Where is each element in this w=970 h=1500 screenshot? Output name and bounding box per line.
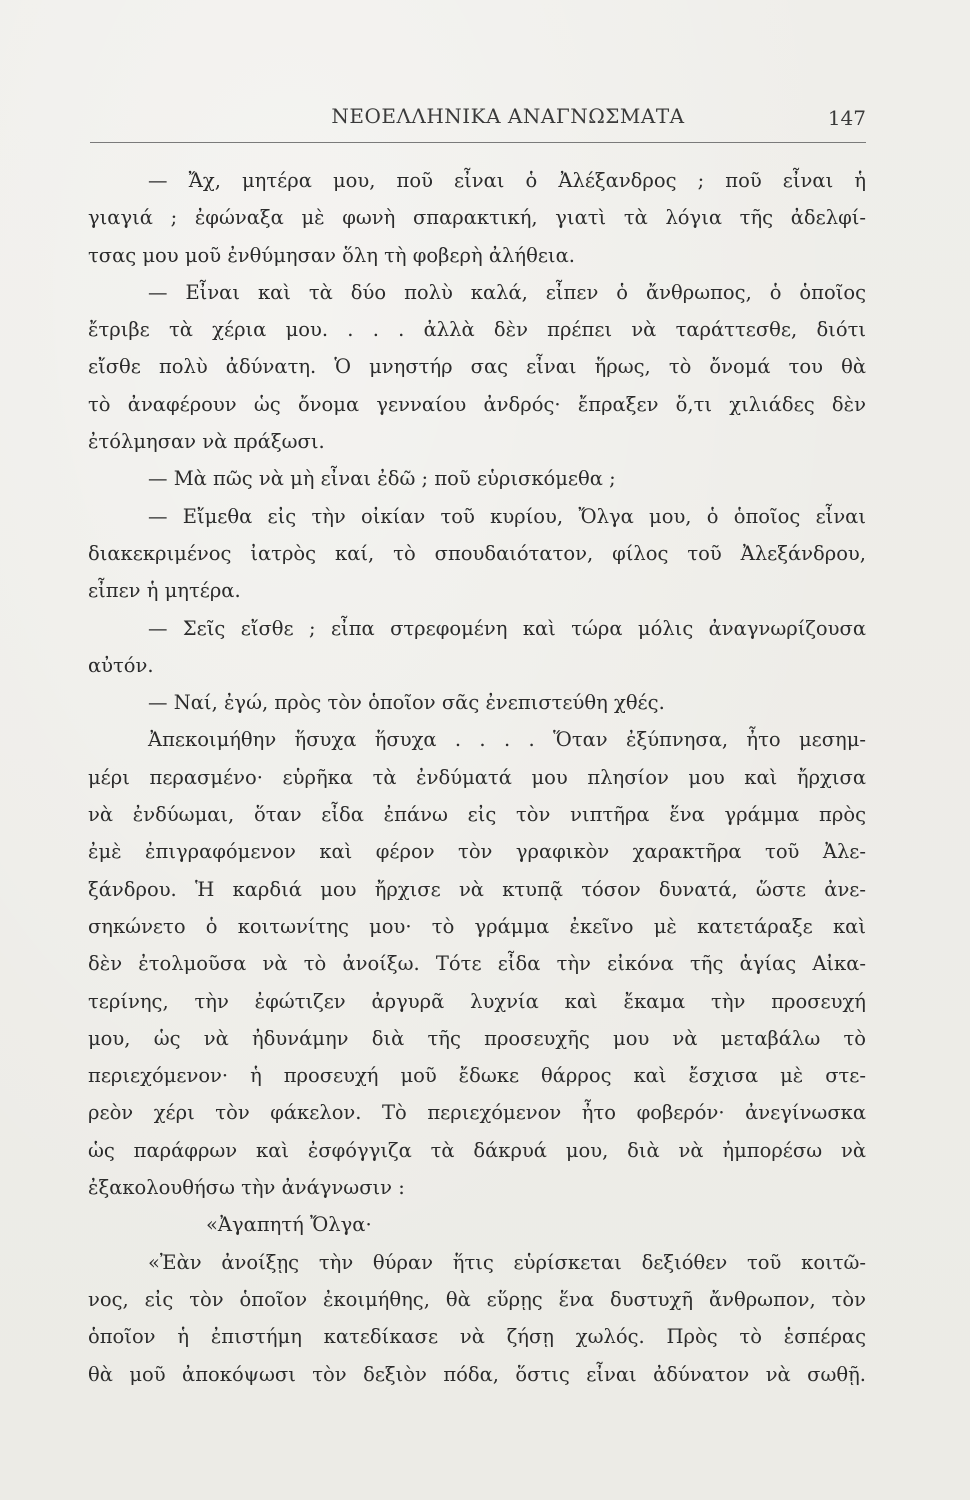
text-line: — Ναί, ἐγώ, πρὸς τὸν ὁποῖον σᾶς ἐνεπιστεύθη χθές.	[148, 691, 665, 715]
text-line: ρεὸν χέρι τὸν φάκελον. Τὸ περιεχόμενον ἦτο φοβερόν· ἀνεγίνωσκα	[88, 1101, 866, 1125]
text-line: ἐτόλμησαν νὰ πράξωσι.	[88, 430, 325, 454]
text-line: Ἀπεκοιμήθην ἥσυχα ἥσυχα . . . . Ὅταν ἐξύπνησα, ἦτο μεσημ-	[148, 728, 866, 752]
text-line: σηκώνετο ὁ κοιτωνίτης μου· τὸ γράμμα ἐκεῖνο μὲ κατετάραξε καὶ	[88, 914, 866, 938]
text-line: εἶπεν ἡ μητέρα.	[88, 579, 241, 603]
text-line: νὰ ἐνδύωμαι, ὅταν εἶδα ἐπάνω εἰς τὸν νιπτῆρα ἕνα γράμμα πρὸς	[88, 803, 866, 827]
text-line: «Ἀγαπητή Ὄλγα·	[206, 1213, 372, 1237]
text-line: μου, ὡς νὰ ἠδυνάμην διὰ τῆς προσευχῆς μου νὰ μεταβάλω τὸ	[88, 1026, 866, 1050]
text-line: ἐμὲ ἐπιγραφόμενον καὶ φέρον τὸν γραφικὸν χαρακτῆρα τοῦ Ἀλε-	[88, 840, 866, 864]
text-line: — Εἶναι καὶ τὰ δύο πολὺ καλά, εἶπεν ὁ ἄνθρωπος, ὁ ὁποῖος	[148, 280, 866, 304]
text-line: — Μὰ πῶς νὰ μὴ εἶναι ἐδῶ ; ποῦ εὑρισκόμεθα ;	[148, 467, 616, 491]
text-line: ξάνδρου. Ἡ καρδιά μου ἤρχισε νὰ κτυπᾷ τόσον δυνατά, ὥστε ἀνε-	[88, 877, 866, 901]
text-line: εἴσθε πολὺ ἀδύνατη. Ὁ μνηστήρ σας εἶναι ἥρως, τὸ ὄνομά του θὰ	[88, 355, 866, 379]
text-line: ἐξακολουθήσω τὴν ἀνάγνωσιν :	[88, 1176, 405, 1200]
text-line: ὡς παράφρων καὶ ἐσφόγγιζα τὰ δάκρυά μου, διὰ νὰ ἠμπορέσω νὰ	[88, 1138, 866, 1162]
running-head	[150, 104, 866, 138]
text-line: διακεκριμένος ἰατρὸς καί, τὸ σπουδαιότατον, φίλος τοῦ Ἀλεξάνδρου,	[88, 541, 866, 565]
text-line: μέρι περασμένο· εὑρῆκα τὰ ἐνδύματά μου πλησίον μου καὶ ἤρχισα	[88, 765, 866, 789]
text-line: περιεχόμενον· ἡ προσευχή μοῦ ἔδωκε θάρρος καὶ ἔσχισα μὲ στε-	[88, 1064, 866, 1088]
text-line: θὰ μοῦ ἀποκόψωσι τὸν δεξιὸν πόδα, ὅστις εἶναι ἀδύνατον νὰ σωθῇ.	[88, 1362, 866, 1386]
text-line: ὁποῖον ἡ ἐπιστήμη κατεδίκασε νὰ ζήσῃ χωλός. Πρὸς τὸ ἑσπέρας	[88, 1325, 866, 1349]
text-line: ἔτριβε τὰ χέρια μου. . . . ἀλλὰ δὲν πρέπει νὰ ταράττεσθε, διότι	[88, 318, 866, 342]
text-line: — Εἴμεθα εἰς τὴν οἰκίαν τοῦ κυρίου, Ὄλγα μου, ὁ ὁποῖος εἶναι	[148, 504, 866, 528]
header-rule	[90, 142, 866, 143]
body-text	[88, 162, 866, 1393]
page-number: 147	[827, 106, 866, 130]
text-line: τερίνης, τὴν ἐφώτιζεν ἀργυρᾶ λυχνία καὶ ἔκαμα τὴν προσευχή	[88, 989, 866, 1013]
text-line: — Ἄχ, μητέρα μου, ποῦ εἶναι ὁ Ἀλέξανδρος ; ποῦ εἶναι ἡ	[148, 169, 866, 192]
text-line: — Σεῖς εἴσθε ; εἶπα στρεφομένη καὶ τώρα μόλις ἀναγνωρίζουσα	[148, 616, 866, 640]
text-line: νος, εἰς τὸν ὁποῖον ἐκοιμήθης, θὰ εὕρῃς ἕνα δυστυχῆ ἄνθρωπον, τὸν	[88, 1287, 866, 1311]
text-line: τὸ ἀναφέρουν ὡς ὄνομα γενναίου ἀνδρός· ἔπραξεν ὅ,τι χιλιάδες δὲν	[88, 392, 866, 416]
text-line: δὲν ἐτολμοῦσα νὰ τὸ ἀνοίξω. Τότε εἶδα τὴν εἰκόνα τῆς ἁγίας Αἰκα-	[88, 952, 866, 976]
text-line: γιαγιά ; ἐφώναξα μὲ φωνὴ σπαρακτική, γιατὶ τὰ λόγια τῆς ἀδελφί-	[88, 206, 866, 230]
text-line: «Ἐὰν ἀνοίξῃς τὴν θύραν ἥτις εὑρίσκεται δεξιόθεν τοῦ κοιτῶ-	[148, 1250, 866, 1274]
running-title: ΝΕΟΕΛΛΗΝΙΚΑ ΑΝΑΓΝΩΣΜΑΤΑ	[331, 104, 685, 128]
text-line: τσας μου μοῦ ἐνθύμησαν ὅλη τὴ φοβερὴ ἀλήθεια.	[88, 243, 575, 267]
text-line: αὐτόν.	[88, 653, 154, 677]
